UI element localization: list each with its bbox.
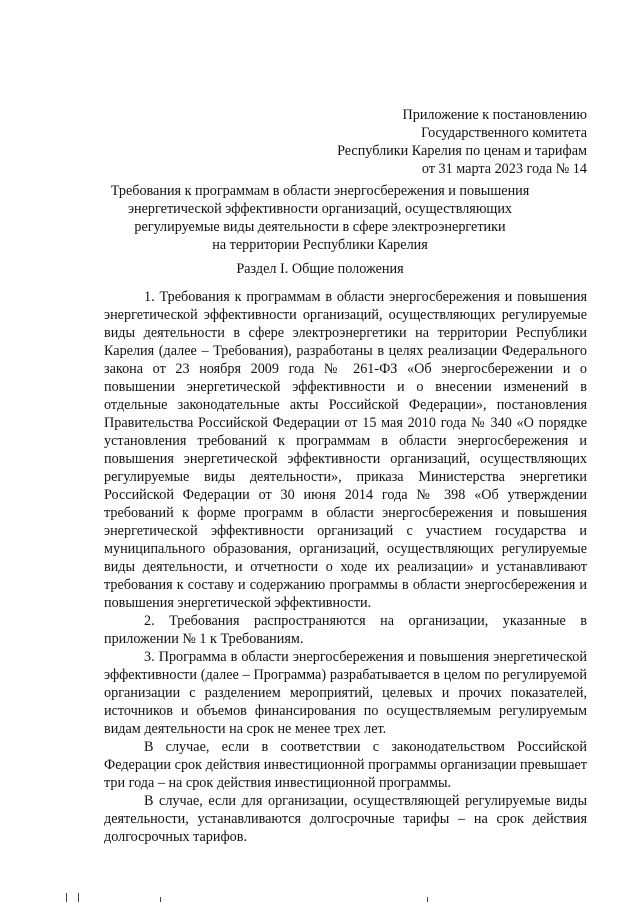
- paragraph: В случае, если для организации, осуществляющей регулируемые виды деятельности, устанавливаются долгосрочные тарифы – на срок действия долгосрочных тарифов.: [104, 793, 587, 845]
- document-body: [104, 288, 587, 846]
- title-line: на территории Республики Карелия: [212, 237, 428, 253]
- paragraph: 2. Требования распространяются на организации, указанные в приложении № 1 к Требованиям.: [104, 613, 587, 647]
- scan-mark: [427, 897, 428, 902]
- scan-mark: [66, 893, 67, 902]
- scan-mark: [160, 897, 161, 902]
- title-line: регулируемые виды деятельности в сфере электроэнергетики: [134, 219, 506, 235]
- paragraph: 3. Программа в области энергосбережения и повышения энергетической эффективности (далее – Программа) разрабатывается в целом по регулируемой организации с разделением мероприятий, целевых и прочих показателей, источников и объемов финансирования по осуществляемым регулируемым видам деятельности на срок не менее трех лет.: [104, 649, 587, 737]
- scan-mark: [78, 893, 79, 902]
- appendix-line: Государственного комитета: [421, 125, 587, 141]
- document-title: [0, 182, 640, 254]
- appendix-reference: [337, 106, 587, 178]
- title-line: энергетической эффективности организаций, осуществляющих: [127, 201, 513, 217]
- title-line: Требования к программам в области энергосбережения и повышения: [110, 183, 530, 199]
- section-heading: Раздел I. Общие положения: [236, 261, 404, 277]
- paragraph: 1. Требования к программам в области энергосбережения и повышения энергетической эффективности организаций, осуществляющих регулируемые виды деятельности в сфере электроэнергетики на территории Республики Карелия (далее – Требования), разработаны в целях реализации Федерального закона от 23 ноября 2009 года № 261-ФЗ «Об энергосбережении и о повышении энергетической эффективности и о внесении изменений в отдельные законодательные акты Российской Федерации», постановления Правительства Российской Федерации от 15 мая 2010 года № 340 «О порядке установления требований к программам в области энергосбережения и повышения энергетической эффективности организаций, осуществляющих регулируемые виды деятельности», приказа Министерства энергетики Российской Федерации от 30 июня 2014 года № 398 «Об утверждении требований к форме программ в области энергосбережения и повышения энергетической эффективности организаций с участием государства и муниципального образования, организаций, осуществляющих регулируемые виды деятельности, и отчетности о ходе их реализации» и устанавливают требования к составу и содержанию программы в области энергосбережения и повышения энергетической эффективности.: [104, 289, 587, 611]
- scan-marks: [0, 893, 640, 905]
- appendix-line: от 31 марта 2023 года № 14: [421, 161, 587, 177]
- appendix-line: Республики Карелия по ценам и тарифам: [337, 143, 587, 159]
- appendix-line: Приложение к постановлению: [402, 107, 587, 123]
- paragraph: В случае, если в соответствии с законодательством Российской Федерации срок действия инвестиционной программы организации превышает три года – на срок действия инвестиционной программы.: [104, 739, 587, 791]
